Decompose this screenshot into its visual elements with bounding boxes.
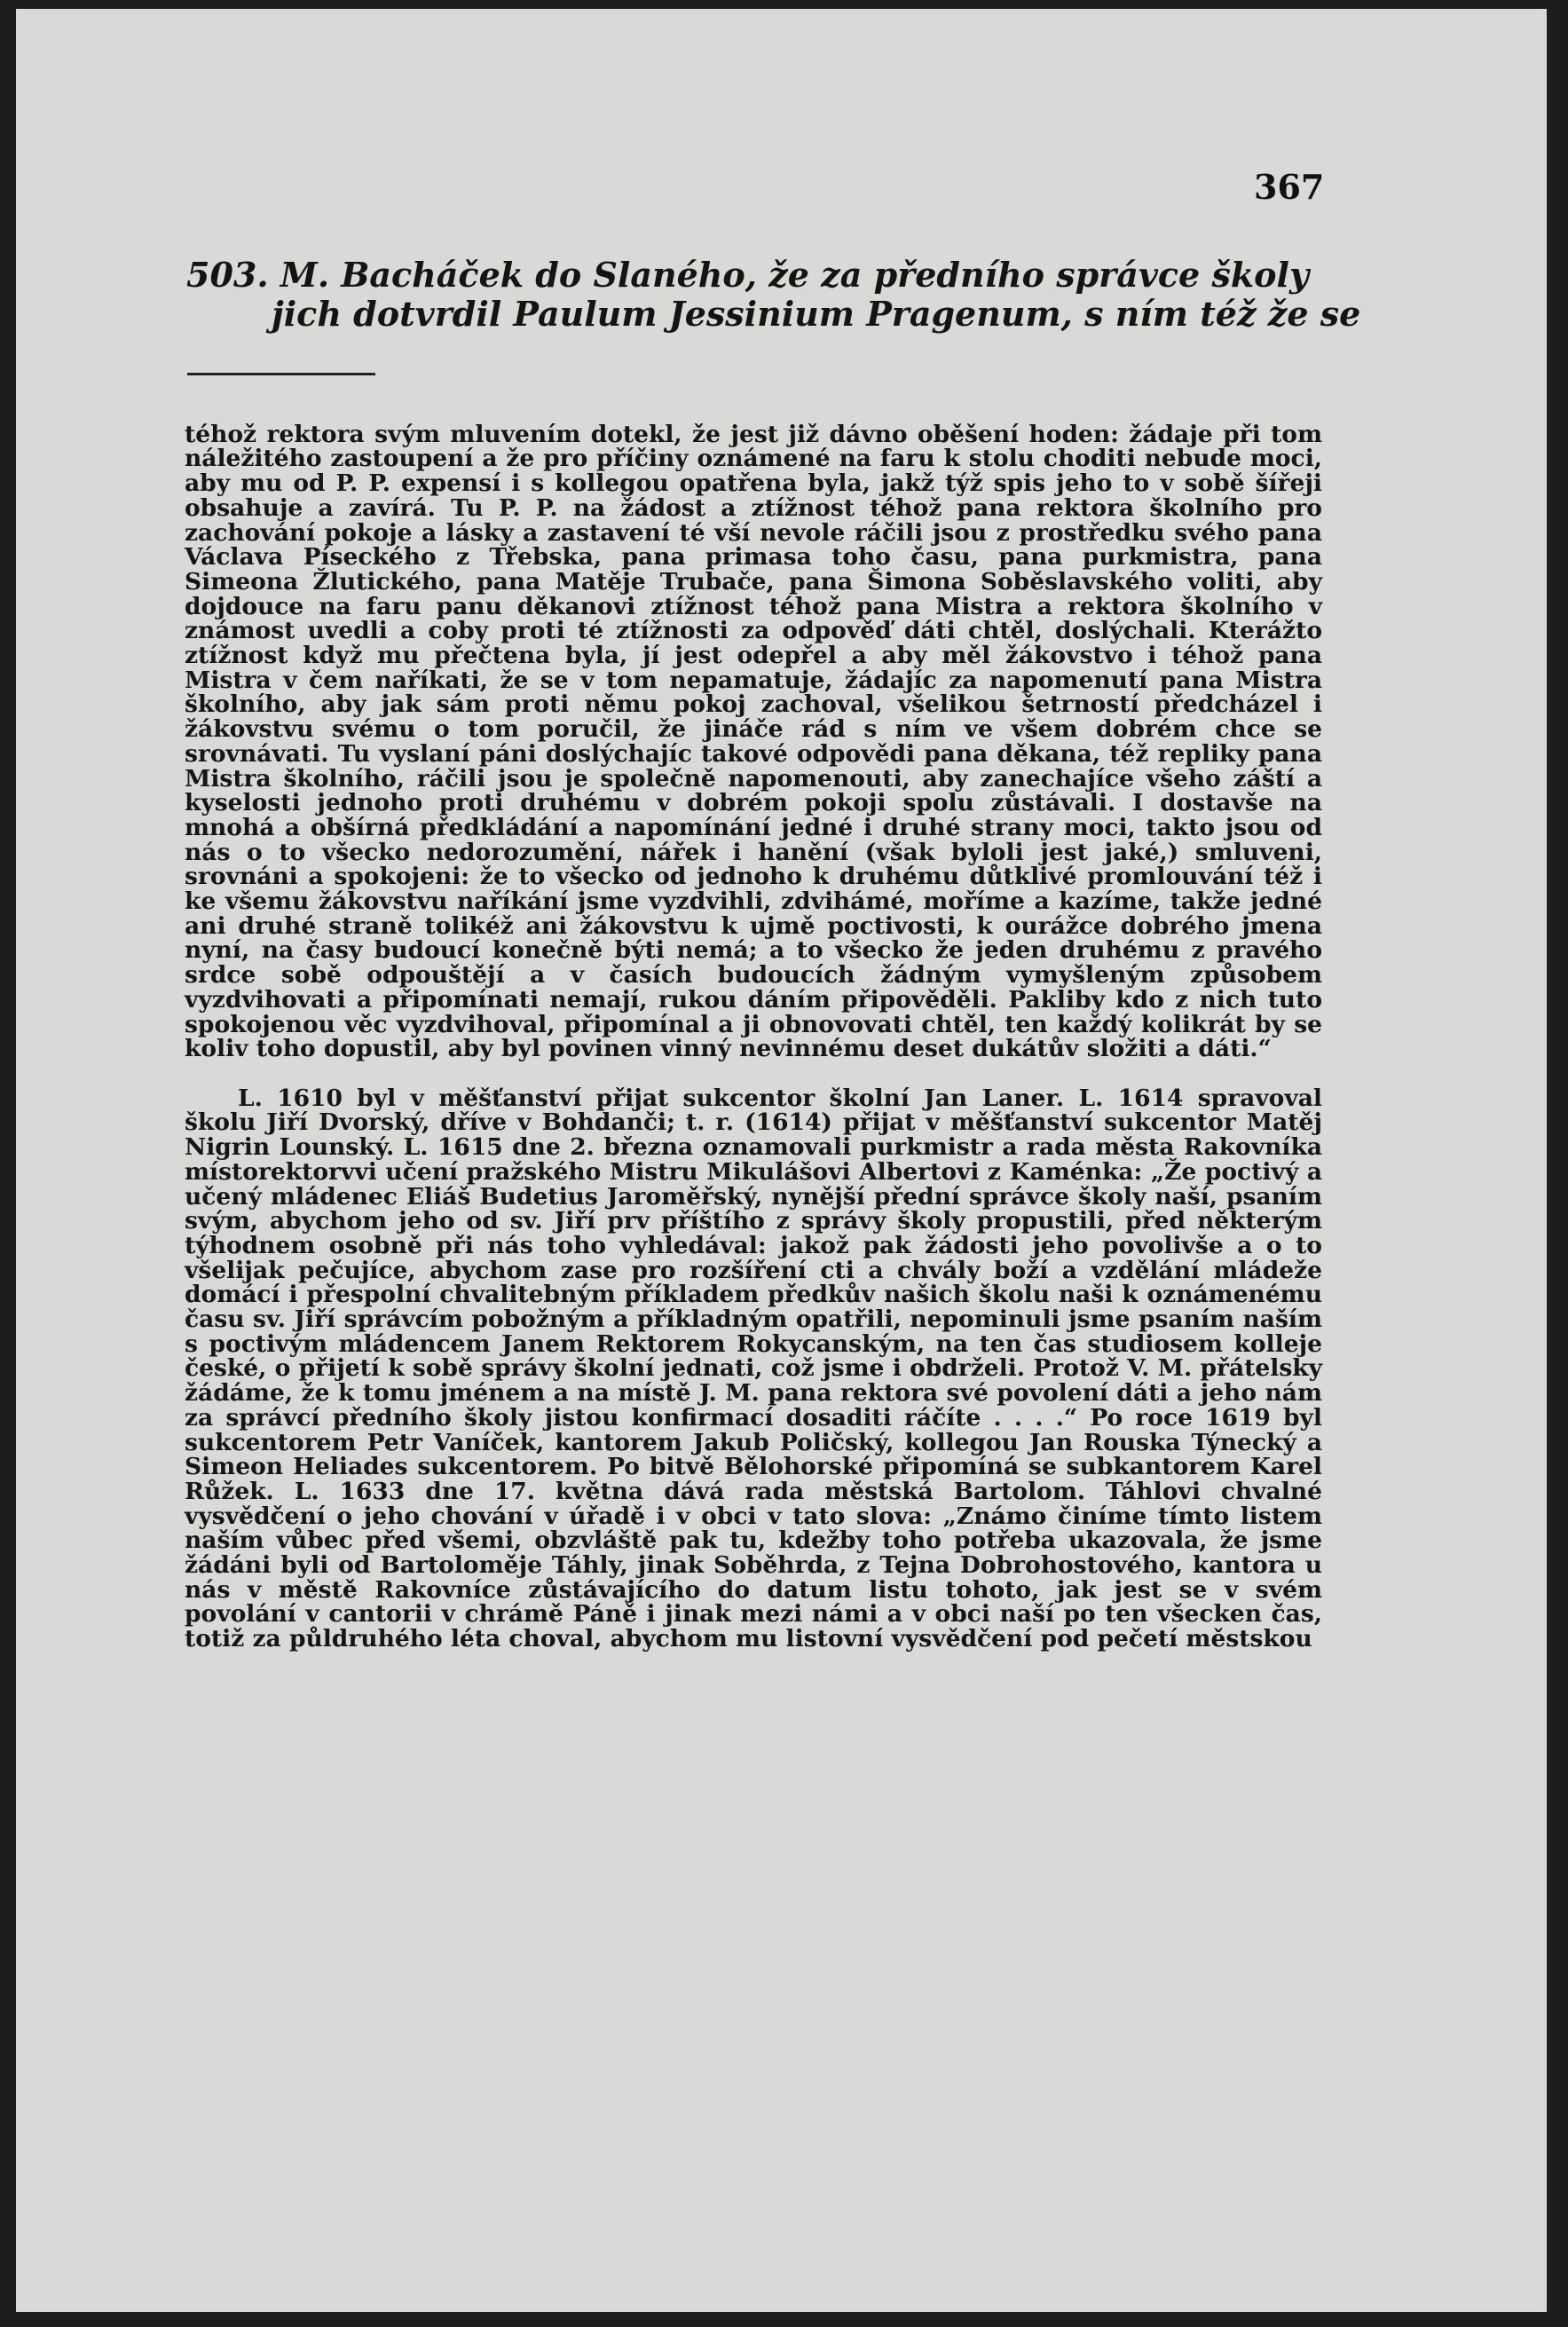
page-number: 367	[1254, 167, 1325, 207]
heading-line-2: jich dotvrdil Paulum Jessinium Pragenum, s ním též že se	[272, 294, 1361, 334]
paragraph-1: téhož rektora svým mluvením dotekl, že jest již dávno oběšení hoden: žádaje při tom náležitého zastoupení a že pro příčiny oznámené na faru k stolu choditi nebude moci, aby mu od P. P. expensí i s kollegou opatřena byla, jakž týž spis jeho to v sobě šířeji obsahuje a zavírá. Tu P. P. na žádost a ztížnost téhož pana rektora školního pro zachování pokoje a lásky a zastavení té vší nevole ráčili jsou z prostředku svého pana Václava Píseckého z Třebska, pana primasa toho času, pana purkmistra, pana Simeona Žlutického, pana Matěje Trubače, pana Šimona Soběslavského voliti, aby dojdouce na faru panu děkanovi ztížnost téhož pana Mistra a rektora školního v známost uvedli a coby proti té ztížnosti za odpověď dáti chtěl, doslýchali. Kterážto ztížnost když mu přečtena byla, jí jest odepřel a aby měl žákovstvo i téhož pana Mistra v čem naříkati, že se v tom nepamatuje, žádajíc za napomenutí pana Mistra školního, aby jak sám proti němu pokoj zachoval, všelikou šetrností předcházel i žákovstvu svému o tom poručil, že jináče rád s ním ve všem dobrém chce se srovnávati. Tu vyslaní páni doslýchajíc takové odpovědi pana děkana, též repliky pana Mistra školního, ráčili jsou je společně napomenouti, aby zanechajíce všeho záští a kyselosti jednoho proti druhému v dobrém pokoji spolu zůstávali. I dostavše na mnohá a obšírná předkládání a napomínání jedné i druhé strany moci, takto jsou od nás o to všecko nedorozumění, nářek i hanění (však byloli jest jaké,) smluveni, srovnáni a spokojeni: že to všecko od jednoho k druhému důtklivé promlouvání též i ke všemu žákovstvu naříkání jsme vyzdvihli, zdvihámé, moříme a kazíme, takže jedné ani druhé straně tolikéž ani žákovstvu k ujmě poctivosti, k ourážce dobrého jmena nyní, na časy budoucí konečně býti nemá; a to všecko že jeden druhému z pravého srdce sobě odpouštějí a v časích budoucích žádným vymyšleným způsobem vyzdvihovati a připomínati nemají, rukou dáním připověděli. Pakliby kdo z nich tuto spokojenou věc vyzdvihoval, připomínal a ji obnovovati chtěl, ten každý kolikrát by se koliv toho dopustil, aby byl povinen vinný nevinnému deset dukátův složiti a dáti.“	[185, 420, 1322, 1063]
paragraph-2: L. 1610 byl v měšťanství přijat sukcentor školní Jan Laner. L. 1614 spravoval školu Jiří Dvorský, dříve v Bohdanči; t. r. (1614) přijat v měšťanství sukcentor Matěj Nigrin Lounský. L. 1615 dne 2. března oznamovali purkmistr a rada města Rakovníka místorektorvvi učení pražského Mistru Mikulášovi Albertovi z Kaménka: „Že poctivý a učený mládenec Eliáš Budetius Jaroměřský, nynější přední správce školy naší, psaním svým, abychom jeho od sv. Jiří prv příštího z správy školy propustili, před některým týhodnem osobně při nás toho vyhledával: jakož pak žádosti jeho povolivše a o to všelijak pečujíce, abychom zase pro rozšíření cti a chvály boží a vzdělání mládeže domácí i přespolní chvalitebným příkladem předkův našich školu naši k oznámenému času sv. Jiří správcím pobožným a příkladným opatřili, nepominuli jsme psaním naším s poctivým mládencem Janem Rektorem Rokycanským, na ten čas studiosem kolleje české, o přijetí k sobě správy školní jednati, což jsme i obdrželi. Protož V. M. přátelsky žádáme, že k tomu jménem a na místě J. M. pana rektora své povolení dáti a jeho nám za správcí předního školy jistou konfirmací dosaditi ráčíte . . . .“ Po roce 1619 byl sukcentorem Petr Vaníček, kantorem Jakub Poličský, kollegou Jan Rouska Týnecký a Simeon Heliades sukcentorem. Po bitvě Bělohorské připomíná se subkantorem Karel Růžek. L. 1633 dne 17. května dává rada městská Bartolom. Táhlovi chvalné vysvědčení o jeho chování v úřadě i v obci v tato slova: „Známo činíme tímto listem naším vůbec před všemi, obzvláště pak tu, kdežby toho potřeba ukazovala, že jsme žádáni byli od Bartoloměje Táhly, jinak Soběhrda, z Tejna Dobrohostového, kantora u nás v městě Rakovníce zůstávajícího do datum listu tohoto, jak jest se v svém povolání v cantorii v chrámě Páně i jinak mezi námi a v obci naší po ten všecken čas, totiž za půldruhého léta choval, abychom mu listovní vysvědčení pod pečetí městskou	[185, 1084, 1322, 1653]
separator-rule	[187, 373, 375, 375]
book-page	[16, 9, 1547, 2312]
footnote-heading	[186, 255, 1361, 334]
body-text	[185, 398, 1322, 1676]
heading-line-1: 503. M. Bacháček do Slaného, že za předního správce školy	[186, 255, 1310, 295]
